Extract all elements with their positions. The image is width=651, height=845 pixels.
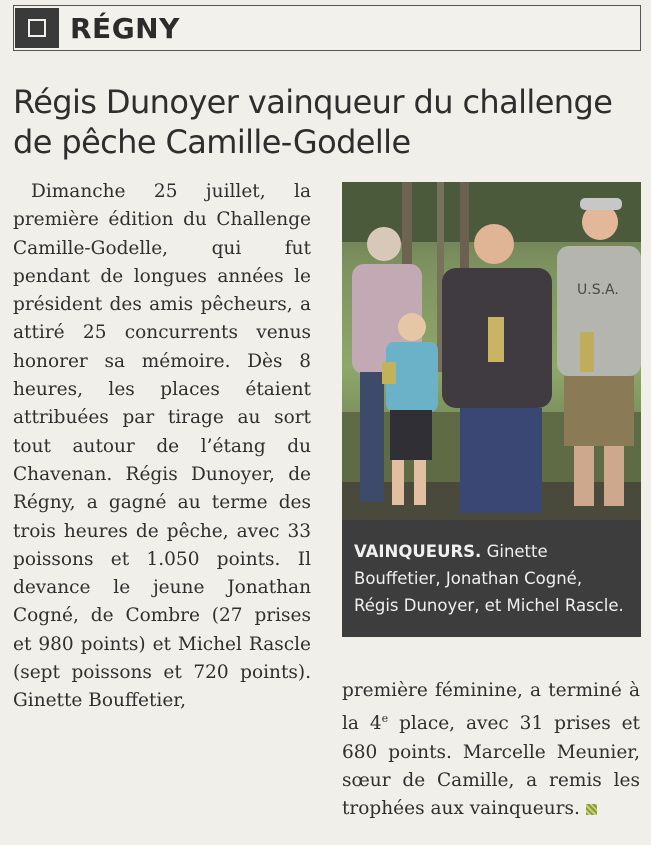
body-right-pre: première féminine, a terminé à la 4 <box>342 680 640 735</box>
article-paragraph-continued <box>342 677 640 824</box>
article-body-right-column <box>342 677 640 824</box>
article-end-icon <box>586 804 597 815</box>
caption-lead: VAINQUEURS. <box>354 542 482 561</box>
article-headline: Régis Dunoyer vainqueur du challenge de pêche Camille-Godelle <box>13 83 613 161</box>
winners-photo-illustration <box>342 182 641 520</box>
body-right-post: place, avec 31 prises et 680 points. Marcelle Meunier, sœur de Camille, a remis les trophées aux vainqueurs. <box>342 713 640 820</box>
article-body-left-column <box>13 178 311 716</box>
caption-text: Ginette Bouffetier, Jonathan Cogné, Régis Dunoyer, et Michel Rascle. <box>354 542 624 615</box>
article-paragraph: Dimanche 25 juillet, la première édition du Challenge Camille-Godelle, qui fut pendant de longues années le président des amis pêcheurs, a attiré 25 concurrents venus honorer sa mémoire. Dès 8 heures, les places étaient attribuées par tirage au sort tout autour de l’étang du Chavenan. Régis Dunoyer, de Régny, a gagné au terme des trois heures de pêche, avec 33 poissons et 1.050 points. Il devance le jeune Jonathan Cogné, de Combre (27 prises et 980 points) et Michel Rascle (sept poissons et 720 points). Ginette Bouffetier, <box>13 181 311 712</box>
ordinal-superscript: e <box>381 712 389 726</box>
section-town-name: RÉGNY <box>70 12 180 45</box>
photo-caption <box>342 520 641 637</box>
article-photo <box>342 182 641 520</box>
section-square-icon <box>15 8 59 48</box>
shirt-print-text: U.S.A. <box>577 282 619 298</box>
